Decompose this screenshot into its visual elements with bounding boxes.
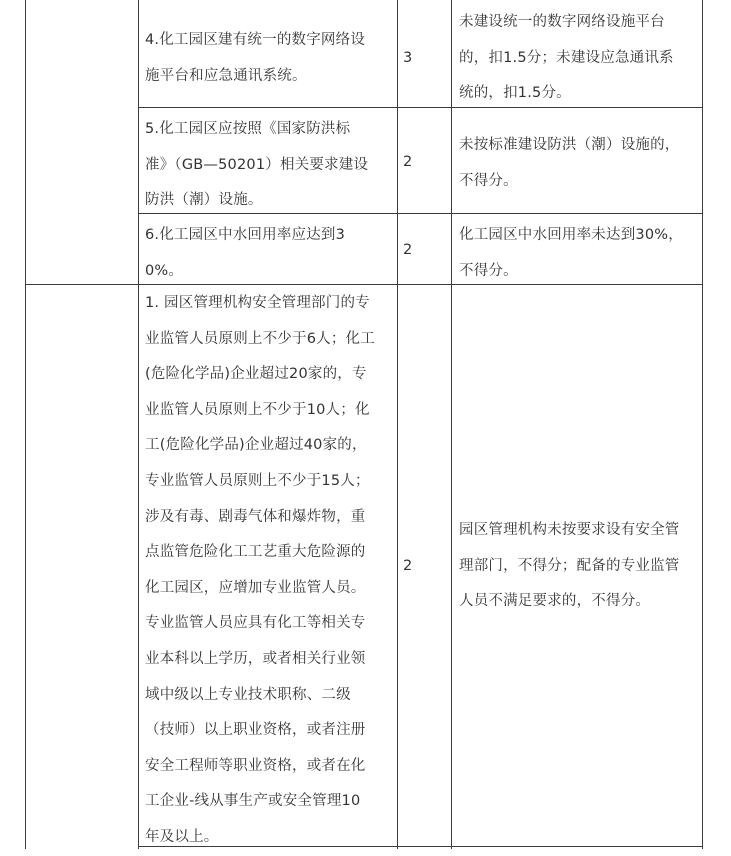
table-border xyxy=(138,0,139,849)
criteria-text: 未按标准建设防洪（潮）设施的， 不得分。 xyxy=(459,137,680,189)
requirement-text: 5.化工园区应按照《国家防洪标 准》（GB—50201）相关要求建设 防洪（潮）设施。 xyxy=(145,121,369,209)
requirement-text: 4.化工园区建有统一的数字网络设 施平台和应急通讯系统。 xyxy=(145,32,366,84)
criteria-text: 未建设统一的数字网络设施平台 的，扣1.5分；未建设应急通讯系 统的，扣1.5分。 xyxy=(459,14,674,102)
table-border xyxy=(451,0,452,849)
score-value: 2 xyxy=(403,242,413,258)
score-value: 3 xyxy=(403,50,413,66)
criteria-text: 园区管理机构未按要求设有安全管 理部门，不得分；配备的专业监管 人员不满足要求的，不得分。 xyxy=(459,522,680,610)
table-border xyxy=(702,0,703,849)
table-border xyxy=(397,0,398,849)
criteria-text: 化工园区中水回用率未达到30%， 不得分。 xyxy=(459,227,683,279)
requirement-text: 6.化工园区中水回用率应达到3 0%。 xyxy=(145,227,346,279)
requirement-text: 1. 园区管理机构安全管理部门的专 业监管人员原则上不少于6人；化工 (危险化学品)企业超过20家的，专 业监管人员原则上不少于10人；化 工(危险化学品)企业超过40家的， 专业监管人员原则上不少于15人； 涉及有毒、剧毒气体和爆炸物，重 点监管危险化工工艺重大危险源的 化工园区，应增加专业监管人员。 专业监管人员应具有化工等相关专 业本科以上学历，或者相关行业领 域中级以上专业技术职称、二级 （技师）以上职业资格，或者注册 安全工程师等职业资格，或者在化 工企业-线从事生产或安全管理10 年及以上。 xyxy=(145,295,375,845)
score-value: 2 xyxy=(403,558,413,574)
score-value: 2 xyxy=(403,154,413,170)
table-border xyxy=(25,0,26,849)
